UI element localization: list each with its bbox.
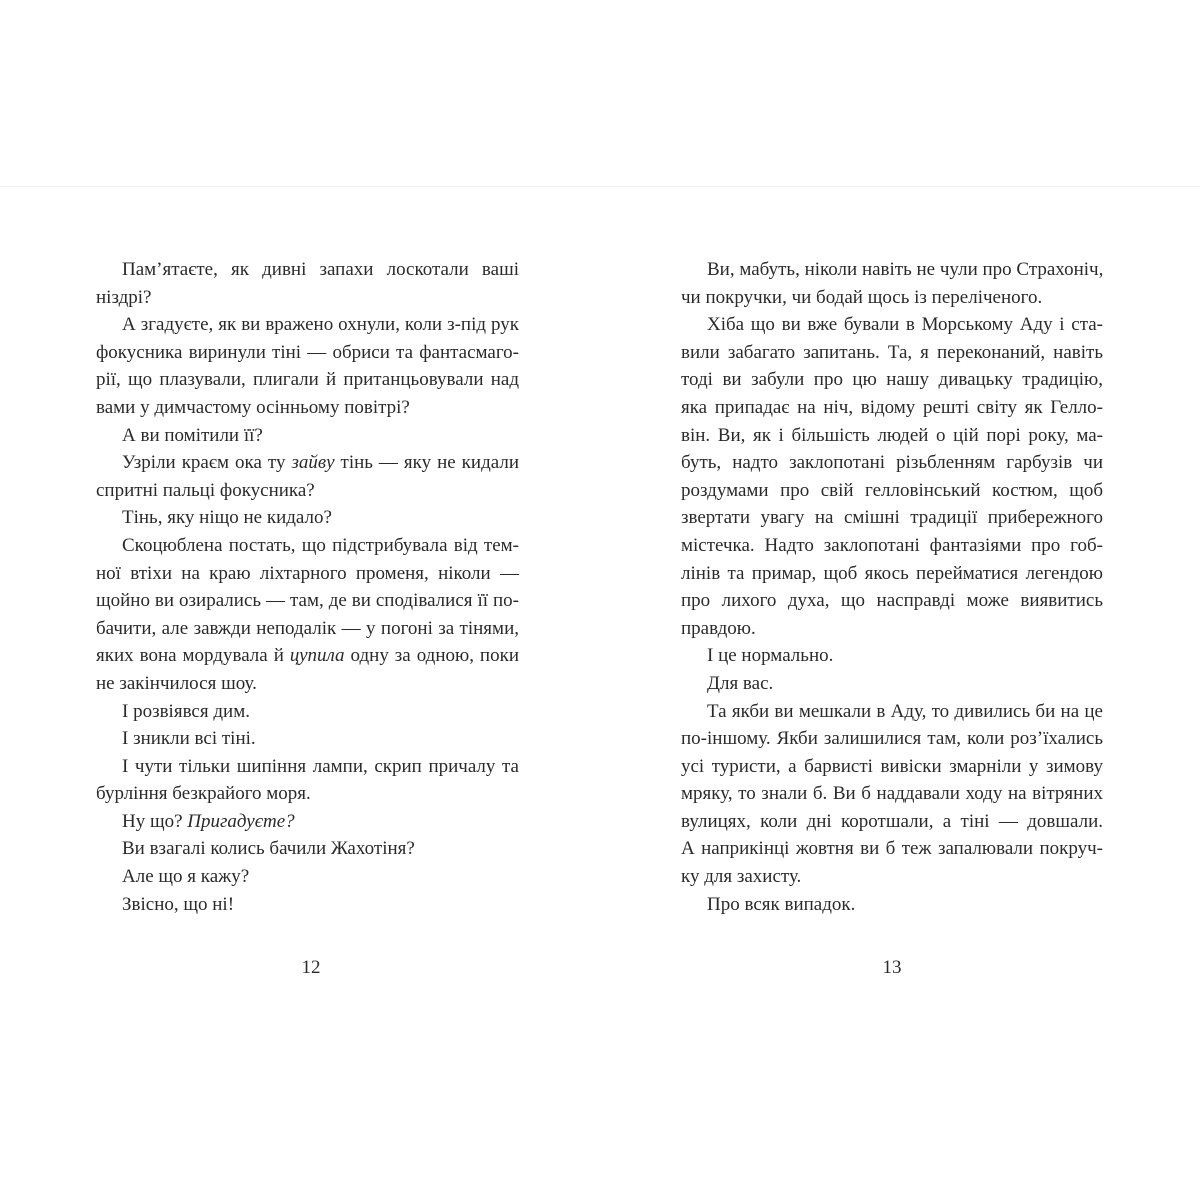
text-line: яка припадає на ніч, відому решті світу як Гелло- bbox=[681, 396, 1103, 418]
text-line: ніздрі? bbox=[96, 286, 152, 308]
text-segment: яких вона мордувала й bbox=[96, 645, 290, 667]
text-line: звертати увагу на смішні традиції прибережного bbox=[681, 507, 1103, 529]
text-line: роздумами про свій гелловінський костюм, щоб bbox=[681, 479, 1103, 501]
text-segment: Узріли краєм ока ту bbox=[122, 452, 292, 474]
text-line: по-іншому. Якби залишилися там, коли роз’їхались bbox=[681, 728, 1103, 750]
text-line: про лихого духа, що насправді може виявитись bbox=[681, 590, 1103, 612]
text-line: усі туристи, а барвисті вивіски змарніли у зимову bbox=[681, 755, 1103, 777]
text-line: рії, що плазували, плигали й пританцьовували над bbox=[96, 369, 519, 391]
emphasized-word: зайву bbox=[291, 452, 335, 474]
text-line: тоді ви забули про цю нашу дивацьку традицію, bbox=[681, 369, 1103, 391]
text-line bbox=[96, 642, 519, 670]
text-line: Але що я кажу? bbox=[122, 866, 250, 888]
text-line: спритні пальці фокусника? bbox=[96, 479, 315, 501]
text-line: Ви, мабуть, ніколи навіть не чули про Страхоніч, bbox=[707, 259, 1104, 280]
text-line: щойно ви озирались — там, де ви сподівалися її по- bbox=[96, 590, 519, 612]
text-line: мряку, то знали б. Ви б наддавали ходу на вітряних bbox=[681, 783, 1103, 805]
text-line: А ви помітили її? bbox=[122, 424, 263, 446]
text-line bbox=[96, 449, 519, 477]
text-line: А наприкінці жовтня ви б теж запалювали покруч- bbox=[681, 838, 1103, 860]
text-segment: тінь — яку не кидали bbox=[334, 452, 519, 474]
right-page-text bbox=[681, 256, 1103, 918]
text-line: Скоцюблена постать, що підстрибувала від тем- bbox=[122, 534, 519, 556]
text-line: І зникли всі тіні. bbox=[122, 728, 256, 750]
text-line: І розвіявся дим. bbox=[122, 700, 250, 722]
text-line: І це нормально. bbox=[707, 645, 834, 667]
text-line: ної втіхи на краю ліхтарного променя, ніколи — bbox=[96, 562, 519, 584]
text-line: ку для захисту. bbox=[681, 866, 802, 888]
text-line: він. Ви, як і більшість людей о цій порі року, ма- bbox=[681, 424, 1103, 446]
page-number-right: 13 bbox=[882, 957, 902, 978]
text-line: вами у димчастому осінньому повітрі? bbox=[96, 396, 410, 418]
text-line: бачити, але завжди неподалік — у погоні за тінями, bbox=[96, 617, 519, 639]
text-line: Звісно, що ні! bbox=[122, 893, 235, 915]
text-line: фокусника виринули тіні — обриси та фантасмаго- bbox=[96, 341, 519, 363]
scan-edge-line bbox=[0, 186, 1200, 187]
text-line: вулицях, коли дні коротшали, а тіні — довшали. bbox=[681, 810, 1103, 832]
text-line: Для вас. bbox=[707, 672, 774, 694]
text-line: І чути тільки шипіння лампи, скрип причалу та bbox=[122, 755, 519, 777]
left-page-text bbox=[96, 256, 519, 918]
emphasized-word: цупила bbox=[289, 645, 345, 667]
text-line: Тінь, яку ніщо не кидало? bbox=[122, 507, 332, 529]
emphasized-word: Пригадуєте? bbox=[187, 810, 295, 832]
text-line: містечка. Надто заклопотані фантазіями про гоб- bbox=[681, 534, 1103, 556]
text-line: Ви взагалі колись бачили Жахотіня? bbox=[122, 838, 415, 860]
text-line: бурління безкрайого моря. bbox=[96, 783, 311, 805]
text-line: не закінчилося шоу. bbox=[96, 672, 257, 694]
text-line: Хіба що ви вже бували в Морському Аду і ста- bbox=[707, 314, 1103, 336]
text-line: Про всяк випадок. bbox=[707, 893, 856, 915]
text-segment: Ну що? bbox=[122, 810, 188, 832]
text-line: Пам’ятаєте, як дивні запахи лоскотали ваші bbox=[122, 259, 519, 280]
text-line: буть, надто заклопотані різьбленням гарбузів чи bbox=[681, 452, 1103, 474]
text-line: А згадуєте, як ви вражено охнули, коли з-під рук bbox=[122, 314, 519, 336]
text-line: вили забагато запитань. Та, я переконаний, навіть bbox=[681, 341, 1103, 363]
text-segment: одну за одною, поки bbox=[344, 645, 519, 667]
page-number-left: 12 bbox=[301, 957, 321, 978]
text-line: чи покручки, чи бодай щось із переліченого. bbox=[681, 286, 1043, 308]
text-line: Та якби ви мешкали в Аду, то дивились би на це bbox=[707, 700, 1103, 722]
text-line: лінів та примар, щоб якось перейматися легендою bbox=[681, 562, 1103, 584]
text-line: правдою. bbox=[681, 617, 756, 639]
text-line bbox=[96, 808, 519, 836]
